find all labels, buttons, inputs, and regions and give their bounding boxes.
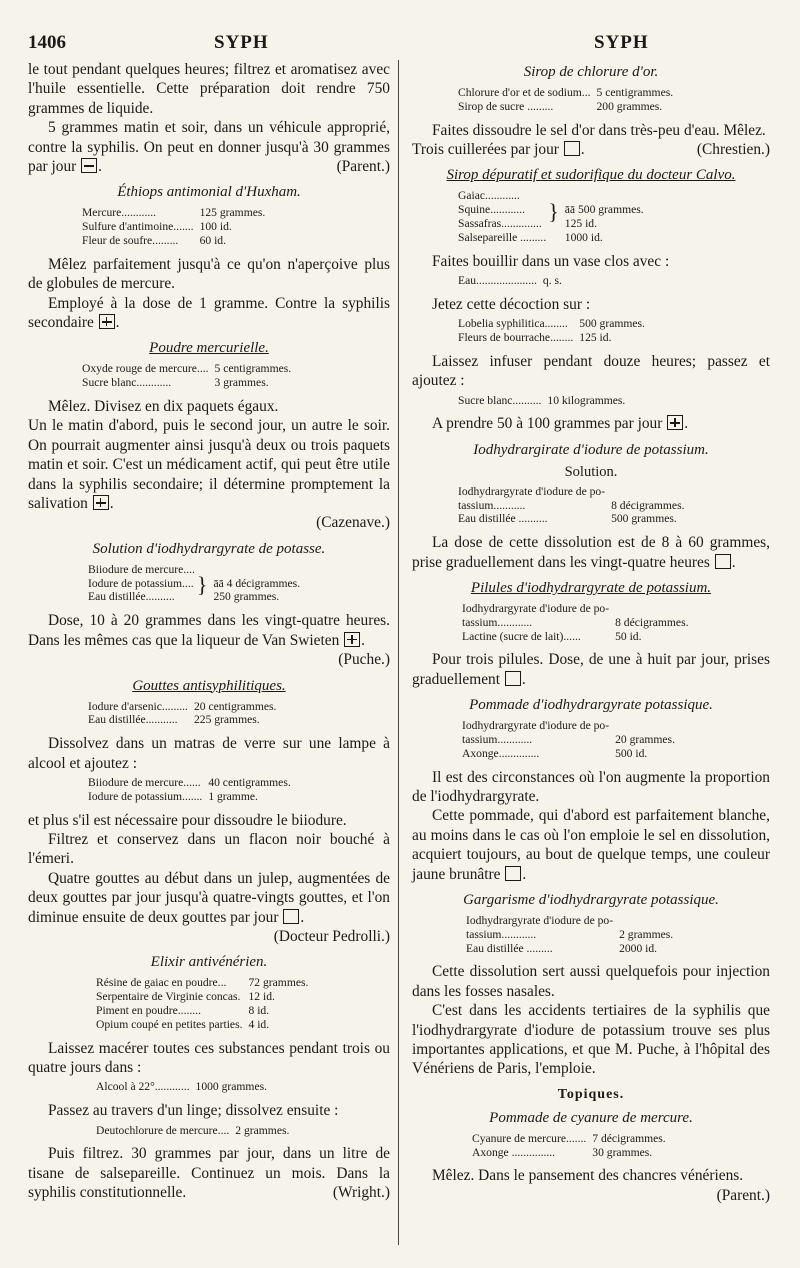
paragraph: Mêlez. Dans le pansement des chancres vénériens. [432, 1167, 744, 1185]
formula-table: Cyanure de mercure....... 7 décigrammes. Axonge ............... 30 grammes. [472, 1131, 666, 1159]
formula-table: Iodhydrargyrate d'iodure de po- tassium............ 8 décigrammes. Lactine (sucre de lait)...... 50 id. [462, 602, 689, 643]
formula-table: Sucre blanc.......... 10 kilogrammes. [458, 393, 626, 407]
plus-box-symbol [99, 314, 115, 329]
empty-box-symbol [715, 554, 731, 569]
paragraph: Trois cuillerées par jour . (Chrestien.) [412, 141, 770, 158]
author-attribution: (Parent.) [336, 158, 390, 176]
author-attribution: (Wright.) [332, 1184, 390, 1202]
right-column [412, 60, 770, 1205]
author-attribution: (Chrestien.) [696, 141, 770, 158]
author-attribution: (Cazenave.) [316, 514, 390, 532]
minus-box-symbol [81, 158, 97, 173]
formula-table: Iodure d'arsenic......... 20 centigrammes. Eau distillée........... 225 grammes. [88, 699, 277, 727]
formula-table: Chlorure d'or et de sodium... 5 centigrammes. Sirop de sucre ......... 200 grammes. [458, 86, 674, 113]
paragraph: A prendre 50 à 100 grammes par jour . [432, 415, 689, 433]
recipe-title: Sirop dépuratif et sudorifique du docteur Calvo. [446, 167, 736, 184]
recipe-title: Gouttes antisyphilitiques. [132, 677, 286, 694]
recipe-title: Solution d'iodhydrargyrate de potasse. [92, 540, 326, 557]
paragraph: Cette pommade, qui d'abord est parfaitement blanche, au moins dans le cas où l'on emploie le sel en dissolution, acquiert toujours, au bout de quelque temps, une couleur jaune brunâtre . [412, 807, 770, 883]
recipe-title: Éthiops antimonial d'Huxham. [117, 184, 301, 201]
paragraph: le tout pendant quelques heures; filtrez et aromatisez avec l'huile essentielle. Cette préparation doit rendre 750 grammes de liquide. [28, 61, 390, 117]
paragraph: La dose de cette dissolution est de 8 à 60 grammes, prise graduellement dans les vingt-quatre heures . [412, 534, 770, 571]
paragraph: Laissez infuser pendant douze heures; passez et ajoutez : [412, 352, 770, 390]
recipe-subtitle: Solution. [564, 463, 618, 480]
recipe-title: Sirop de chlorure d'or. [523, 64, 659, 80]
recipe-title: Gargarisme d'iodhydrargyrate potassique. [463, 892, 719, 909]
paragraph: Un le matin d'abord, puis le second jour, un autre le soir. On pourrait augmenter ainsi jusqu'à deux ou trois paquets matin et soir. C'est un médicament actif, qui peut être utile dans la syphilis secondaire; il détermine promptement la salivation . [28, 417, 390, 513]
formula-table: Gaiac............ } āā 500 grammes. Squine............ Sassafras.............. 125 id. Salsepareille ......... 1000 id. [458, 189, 644, 244]
paragraph: Mêlez parfaitement jusqu'à ce qu'on n'aperçoive plus de globules de mercure. [28, 255, 390, 293]
formula-table: Iodhydrargyrate d'iodure de po- tassium............ 2 grammes. Eau distillée ......... 2000 id. [466, 914, 674, 955]
formula-table: Biiodure de mercure.... } āā 4 décigrammes. Iodure de potassium.... Eau distillée.......... 250 grammes. [88, 562, 301, 604]
paragraph: C'est dans les accidents tertiaires de la syphilis que l'iodhydrargyrate d'iodure de potassium trouve ses plus importantes applications, et que M. Puche, à l'hôpital des Vénériens de Paris, l'emploie. [412, 1002, 770, 1078]
plus-box-symbol [93, 495, 109, 510]
paragraph [28, 513, 390, 532]
recipe-title: Pilules d'iodhydrargyrate de potassium. [470, 580, 712, 597]
paragraph: Dose, 10 à 20 grammes dans les vingt-quatre heures. Dans les mêmes cas que la liqueur de Van Swieten . (Puche.) [28, 612, 390, 669]
paragraph: Pour trois pilules. Dose, de une à huit par jour, prises graduellement . [412, 651, 770, 688]
formula-table: Oxyde rouge de mercure.... 5 centigrammes. Sucre blanc............ 3 grammes. [82, 362, 292, 390]
formula-table: Mercure............ 125 grammes. Sulfure d'antimoine....... 100 id. Fleur de soufre......... 60 id. [82, 206, 266, 248]
paragraph [412, 1186, 770, 1205]
recipe-title: Pommade de cyanure de mercure. [489, 1109, 693, 1126]
paragraph: Filtrez et conservez dans un flacon noir bouché à l'émeri. [28, 830, 390, 868]
formula-table: Eau..................... q. s. [458, 274, 562, 287]
paragraph: Quatre gouttes au début dans un julep, augmentées de deux gouttes par jour jusqu'à quatre-vingts gouttes, et l'on diminue ensuite de deux gouttes par jour . (Docteur Pedrolli.) [28, 869, 390, 945]
recipe-title: Pommade d'iodhydrargyrate potassique. [469, 697, 713, 714]
author-attribution: (Docteur Pedrolli.) [273, 927, 390, 945]
column-divider [398, 60, 399, 1245]
paragraph: Puis filtrez. 30 grammes par jour, dans un litre de tisane de salsepareille. Continuez un mois. Dans la syphilis constitutionnelle. (Wright.) [28, 1145, 390, 1202]
paragraph: et plus s'il est nécessaire pour dissoudre le biiodure. [28, 811, 347, 829]
formula-table: Lobelia syphilitica........ 500 grammes. Fleurs de bourrache........ 125 id. [458, 317, 645, 344]
empty-box-symbol [505, 866, 521, 881]
brace-symbol: } [548, 199, 559, 224]
paragraph: Jetez cette décoction sur : [432, 295, 591, 313]
plus-box-symbol [667, 415, 683, 430]
empty-box-symbol [564, 141, 580, 156]
paragraph: Passez au travers d'un linge; dissolvez ensuite : [48, 1102, 339, 1120]
header-left-title: SYPH [214, 32, 269, 53]
formula-table: Iodhydrargyrate d'iodure de po- tassium............ 20 grammes. Axonge.............. 500 id. [462, 719, 675, 760]
paragraph: Il est des circonstances où l'on augmente la proportion de l'iodhydrargyrate. [412, 768, 770, 806]
left-column [28, 60, 390, 1203]
brace-symbol: } [196, 572, 208, 598]
paragraph: Employé à la dose de 1 gramme. Contre la syphilis secondaire . [28, 294, 390, 332]
section-heading: Topiques. [557, 1086, 625, 1102]
author-attribution: (Parent.) [716, 1186, 770, 1204]
paragraph: Laissez macérer toutes ces substances pendant trois ou quatre jours dans : [28, 1039, 390, 1076]
formula-table: Résine de gaiac en poudre... 72 grammes. Serpentaire de Virginie concas. 12 id. Piment en poudre........ 8 id. Opium coupé en petites parties. 4 id. [96, 976, 309, 1031]
paragraph: Mêlez. Divisez en dix paquets égaux. [48, 398, 279, 416]
formula-table: Iodhydrargyrate d'iodure de po- tassium........... 8 décigrammes. Eau distillée .......... 500 grammes. [458, 484, 685, 526]
recipe-title: Iodhydrargirate d'iodure de potassium. [473, 441, 709, 458]
paragraph: Faites bouillir dans un vase clos avec : [432, 252, 670, 270]
paragraph: 5 grammes matin et soir, dans un véhicule approprié, contre la syphilis. On peut en donner jusqu'à 30 grammes par jour . (Parent.) [28, 119, 390, 176]
empty-box-symbol [283, 909, 299, 924]
empty-box-symbol [505, 671, 521, 686]
running-header [28, 32, 770, 58]
paragraph: Cette dissolution sert aussi quelquefois pour injection dans les fosses nasales. [412, 963, 770, 1000]
page-number: 1406 [28, 32, 66, 53]
formula-table: Alcool à 22°............ 1000 grammes. [96, 1080, 267, 1094]
recipe-title: Elixir antivénérien. [150, 954, 268, 971]
recipe-title: Poudre mercurielle. [149, 340, 269, 357]
paragraph: Dissolvez dans un matras de verre sur une lampe à alcool et ajoutez : [28, 735, 390, 772]
paragraph: Faites dissoudre le sel d'or dans très-peu d'eau. Mêlez. [432, 121, 766, 139]
header-right-title: SYPH [594, 32, 649, 53]
formula-table: Deutochlorure de mercure.... 2 grammes. [96, 1123, 290, 1137]
author-attribution: (Puche.) [338, 651, 390, 669]
formula-table: Biiodure de mercure...... 40 centigrammes. Iodure de potassium....... 1 gramme. [88, 775, 291, 803]
plus-box-symbol [344, 632, 360, 647]
